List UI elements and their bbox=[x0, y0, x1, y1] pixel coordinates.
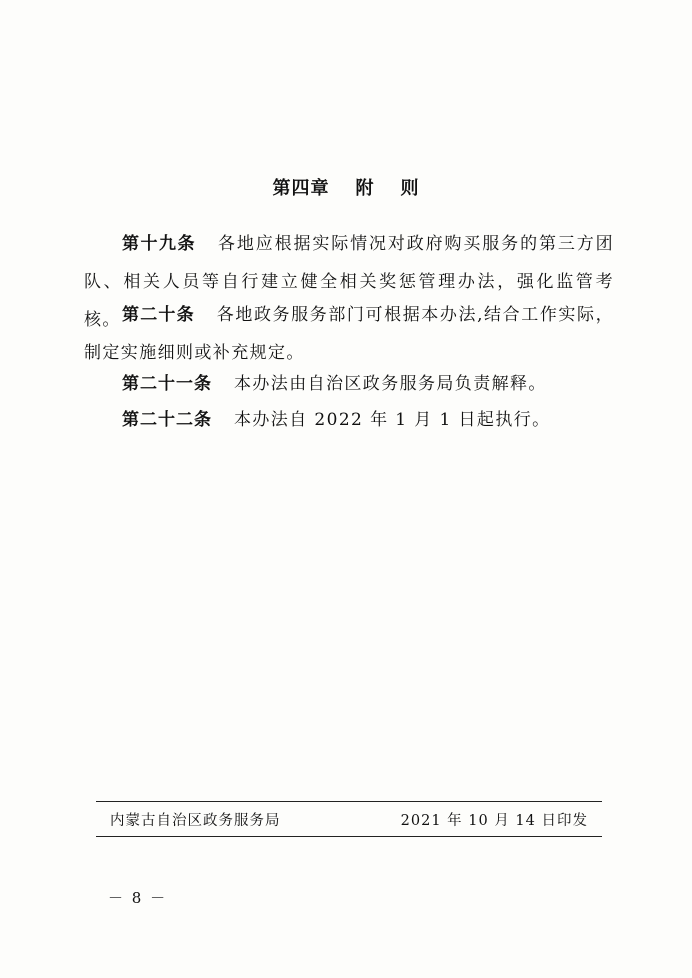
article-text: 各地应根据实际情况对政府购买服务的第三方团队、相关人员等自行建立健全相关奖惩管理办法，强化监管考核。 bbox=[84, 234, 614, 330]
page-number: － 8 － bbox=[108, 889, 168, 907]
footer-bottom-rule bbox=[96, 836, 602, 837]
article-text: 本办法自 2022 年 1 月 1 日起执行。 bbox=[234, 410, 551, 430]
chapter-title bbox=[0, 174, 692, 200]
article-number: 第十九条 bbox=[122, 234, 196, 254]
issuance-footer bbox=[96, 801, 602, 837]
article-20 bbox=[84, 296, 614, 372]
article-text: 各地政务服务部门可根据本办法,结合工作实际，制定实施细则或补充规定。 bbox=[84, 305, 615, 363]
chapter-title-word-1: 附 bbox=[355, 178, 375, 199]
issue-date: 2021 年 10 月 14 日印发 bbox=[400, 812, 588, 829]
chapter-title-word-2: 则 bbox=[400, 178, 420, 199]
article-number: 第二十条 bbox=[122, 305, 195, 325]
footer-row bbox=[96, 802, 602, 836]
article-number: 第二十一条 bbox=[122, 374, 212, 394]
article-text: 本办法由自治区政务服务局负责解释。 bbox=[234, 374, 547, 394]
article-22 bbox=[84, 401, 614, 439]
article-21 bbox=[84, 365, 614, 403]
chapter-title-number: 第四章 bbox=[272, 178, 330, 199]
issuer-name: 内蒙古自治区政务服务局 bbox=[110, 812, 281, 829]
article-number: 第二十二条 bbox=[122, 410, 212, 430]
